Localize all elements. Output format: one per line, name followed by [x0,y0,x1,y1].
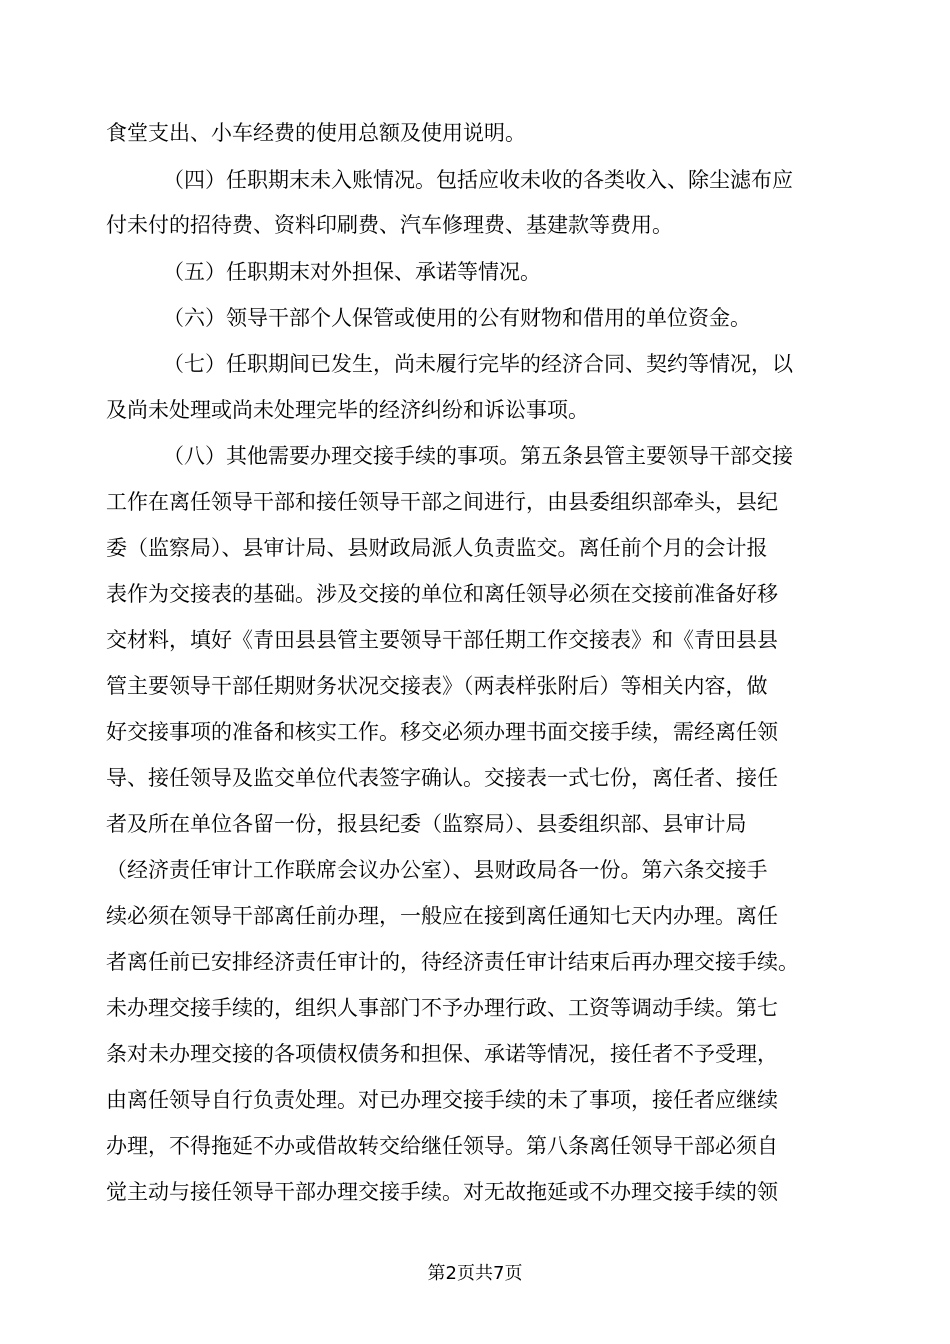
text-line: 者离任前已安排经济责任审计的，待经济责任审计结束后再办理交接手续。 [106,950,799,974]
text-line: （五）任职期末对外担保、承诺等情况。 [163,260,541,284]
text-line: （经济责任审计工作联席会议办公室）、县财政局各一份。第六条交接手 [106,858,768,882]
text-line: 者及所在单位各留一份，报县纪委（监察局）、县委组织部、县审计局 [106,812,747,836]
text-line: （四）任职期末未入账情况。包括应收未收的各类收入、除尘滤布应 [163,168,793,192]
text-line: 及尚未处理或尚未处理完毕的经济纠纷和诉讼事项。 [106,398,589,422]
text-line: 由离任领导自行负责处理。对已办理交接手续的未了事项，接任者应继续 [106,1088,778,1112]
page-number: 第2页共7页 [427,1263,523,1284]
text-line: 交材料，填好《青田县县管主要领导干部任期工作交接表》和《青田县县 [106,628,778,652]
text-line: （六）领导干部个人保管或使用的公有财物和借用的单位资金。 [163,306,751,330]
text-line: 表作为交接表的基础。涉及交接的单位和离任领导必须在交接前准备好移 [106,582,778,606]
text-line: 觉主动与接任领导干部办理交接手续。对无故拖延或不办理交接手续的领 [106,1180,778,1204]
text-line: 委（监察局）、县审计局、县财政局派人负责监交。离任前个月的会计报 [106,536,768,560]
text-line: 食堂支出、小车经费的使用总额及使用说明。 [106,121,526,145]
text-line: 工作在离任领导干部和接任领导干部之间进行，由县委组织部牵头，县纪 [106,490,778,514]
text-line: 管主要领导干部任期财务状况交接表》（两表样张附后）等相关内容，做 [106,674,768,698]
text-line: （八）其他需要办理交接手续的事项。第五条县管主要领导干部交接 [163,444,793,468]
text-line: 续必须在领导干部离任前办理，一般应在接到离任通知七天内办理。离任 [106,904,778,928]
text-line: 好交接事项的准备和核实工作。移交必须办理书面交接手续，需经离任领 [106,720,778,744]
text-line: 办理，不得拖延不办或借故转交给继任领导。第八条离任领导干部必须自 [106,1134,778,1158]
text-line: 条对未办理交接的各项债权债务和担保、承诺等情况，接任者不予受理， [106,1042,778,1066]
text-line: 导、接任领导及监交单位代表签字确认。交接表一式七份，离任者、接任 [106,766,778,790]
text-line: （七）任职期间已发生，尚未履行完毕的经济合同、契约等情况，以 [163,352,793,376]
text-line: 未办理交接手续的，组织人事部门不予办理行政、工资等调动手续。第七 [106,996,778,1020]
text-line: 付未付的招待费、资料印刷费、汽车修理费、基建款等费用。 [106,213,673,237]
